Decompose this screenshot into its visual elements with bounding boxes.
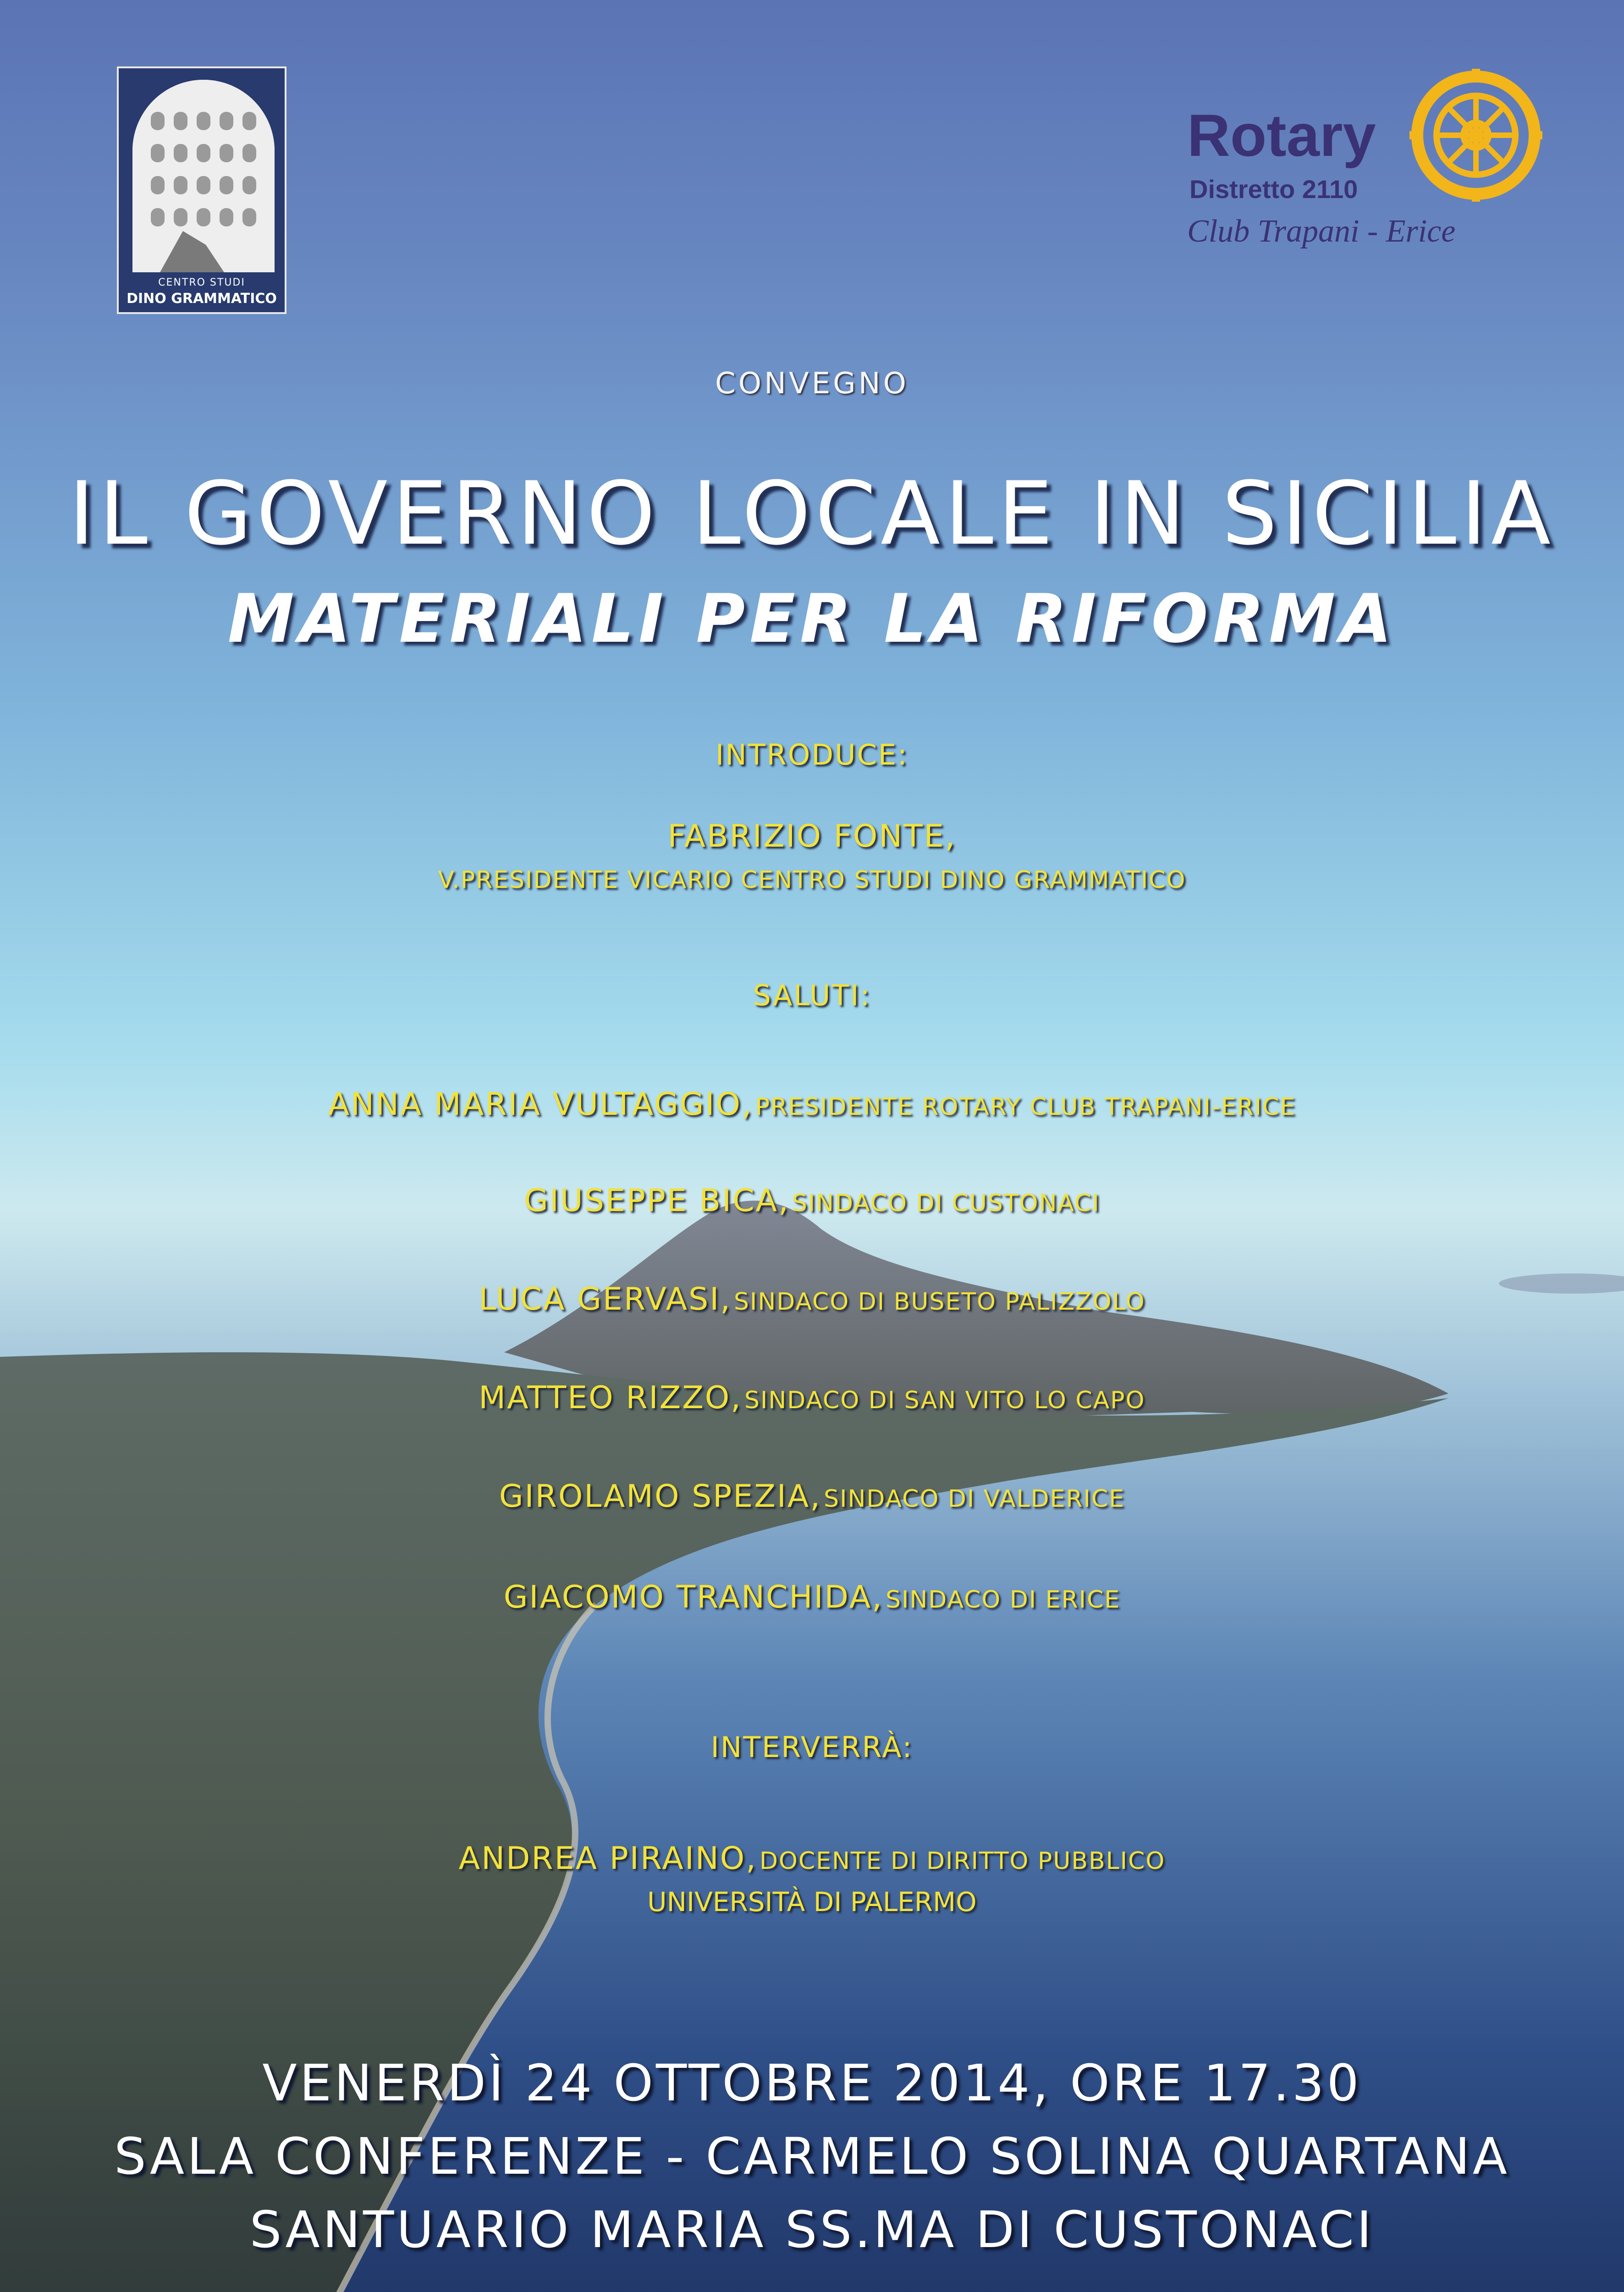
- speaker-role: SINDACO DI ERICE: [886, 1586, 1121, 1614]
- speaker-name: MATTEO RIZZO,: [479, 1380, 742, 1416]
- rotary-wheel-icon: [1409, 69, 1542, 202]
- event-title: IL GOVERNO LOCALE IN SICILIA: [68, 463, 1556, 564]
- rotary-district: Distretto 2110: [1189, 175, 1358, 204]
- introduce-name: FABRIZIO FONTE,: [667, 818, 957, 854]
- speaker-role: SINDACO DI BUSETO PALIZZOLO: [734, 1288, 1145, 1316]
- introduce-label: INTRODUCE:: [716, 738, 908, 771]
- saluti-label: SALUTI:: [753, 979, 871, 1012]
- keynote-affiliation: UNIVERSITÀ DI PALERMO: [647, 1886, 977, 1917]
- speaker-line: [0, 1478, 1624, 1515]
- event-place: SANTUARIO MARIA SS.MA DI CUSTONACI: [249, 2200, 1375, 2259]
- keynote-role: DOCENTE DI DIRITTO PUBBLICO: [760, 1847, 1166, 1875]
- interverra-label: INTERVERRÀ:: [710, 1730, 914, 1764]
- rotary-club-name: Club Trapani - Erice: [1187, 214, 1456, 249]
- speaker-name: LUCA GERVASI,: [479, 1281, 732, 1317]
- speaker-role: SINDACO DI CUSTONACI: [792, 1190, 1100, 1217]
- speaker-line: [0, 1579, 1624, 1615]
- event-kicker: CONVEGNO: [715, 367, 909, 401]
- speaker-role: SINDACO DI VALDERICE: [824, 1485, 1125, 1513]
- dino-grammatico-logo: [117, 66, 286, 314]
- keynote-line: [0, 1840, 1624, 1877]
- keynote-name: ANDREA PIRAINO,: [458, 1840, 757, 1877]
- logo-caption-top: CENTRO STUDI: [158, 277, 245, 288]
- event-subtitle: MATERIALI PER LA RIFORMA: [227, 580, 1397, 658]
- speaker-line: [0, 1281, 1624, 1317]
- building-arch-icon: [132, 80, 275, 272]
- speaker-name: GIACOMO TRANCHIDA,: [503, 1579, 883, 1615]
- speaker-line: [0, 1380, 1624, 1416]
- speaker-line: [0, 1183, 1624, 1219]
- introduce-role: V.PRESIDENTE VICARIO CENTRO STUDI DINO GRAMMATICO: [438, 866, 1186, 894]
- logo-caption-bottom: DINO GRAMMATICO: [127, 291, 277, 307]
- speaker-role: SINDACO DI SAN VITO LO CAPO: [744, 1387, 1145, 1414]
- event-date: VENERDÌ 24 OTTOBRE 2014, ORE 17.30: [262, 2054, 1362, 2112]
- speaker-role: PRESIDENTE ROTARY CLUB TRAPANI-ERICE: [755, 1093, 1296, 1121]
- speaker-line: [0, 1086, 1624, 1123]
- speaker-name: GIROLAMO SPEZIA,: [499, 1478, 822, 1515]
- event-venue: SALA CONFERENZE - CARMELO SOLINA QUARTANA: [114, 2127, 1510, 2186]
- rotary-wordmark: Rotary: [1187, 102, 1376, 169]
- speaker-name: ANNA MARIA VULTAGGIO,: [328, 1086, 753, 1123]
- speaker-name: GIUSEPPE BICA,: [524, 1183, 790, 1219]
